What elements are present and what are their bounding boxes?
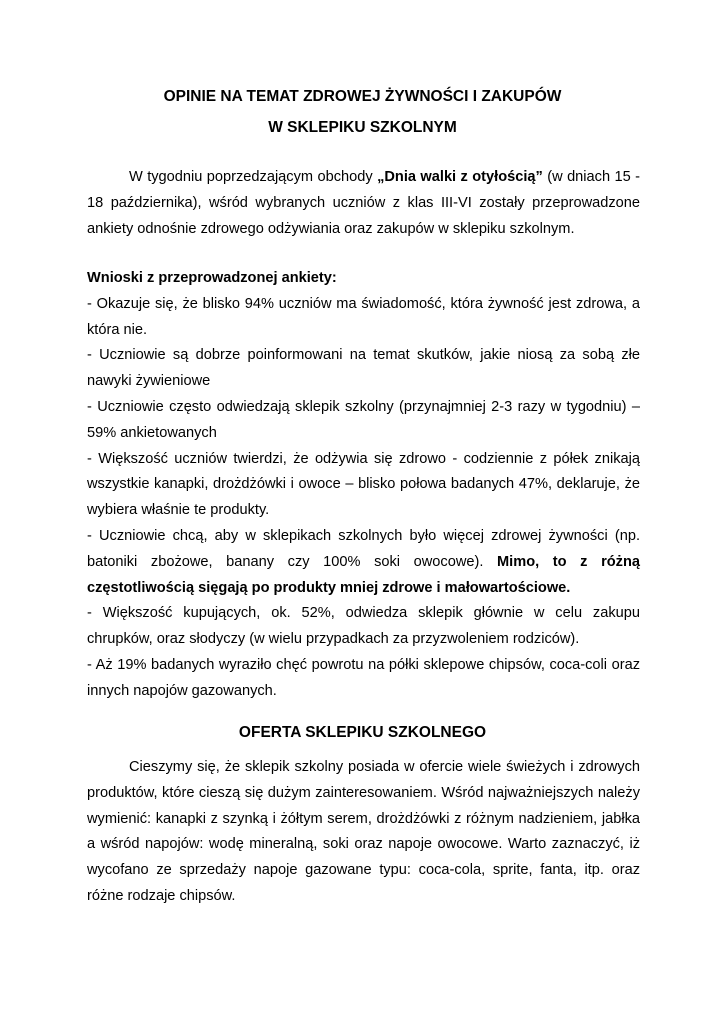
conclusion-item: - Aż 19% badanych wyraziło chęć powrotu na półki sklepowe chipsów, coca-coli oraz innych napojów gazowanych. — [87, 656, 640, 699]
conclusion-5-text: - Uczniowie chcą, aby w sklepikach szkolnych było więcej zdrowej żywności (np. batoniki zbożowe, banany czy 100% soki owocowe). — [87, 527, 640, 570]
intro-text-end: (w dniach 15 - 18 października), wśród wybranych uczniów z klas III-VI zostały przeprowadzone ankiety odnośnie zdrowego odżywiania oraz zakupów w sklepiku szkolnym. — [87, 169, 641, 237]
conclusions-section — [87, 266, 640, 705]
conclusions-heading: Wnioski z przeprowadzonej ankiety: — [87, 270, 337, 286]
conclusion-item: - Uczniowie są dobrze poinformowani na temat skutków, jakie niosą za sobą złe nawyki żywieniowe — [87, 347, 640, 390]
conclusion-item — [87, 524, 640, 601]
section-title-offer: OFERTA SKLEPIKU SZKOLNEGO — [238, 724, 487, 741]
conclusion-item: - Większość kupujących, ok. 52%, odwiedza sklepik głównie w celu zakupu chrupków, oraz słodyczy (w wielu przypadkach za przyzwoleniem rodziców). — [87, 605, 640, 648]
conclusion-5-emphasis: Mimo, to z różną częstotliwością sięgają po produkty mniej zdrowe i małowartościowe. — [87, 553, 640, 596]
intro-paragraph — [87, 165, 640, 242]
page-title-line-1: OPINIE NA TEMAT ZDROWEJ ŻYWNOŚCI I ZAKUPÓW — [163, 88, 562, 105]
intro-text-start: W tygodniu poprzedzającym obchody — [129, 169, 378, 185]
page-title-line-2: W SKLEPIKU SZKOLNYM — [268, 119, 457, 136]
conclusion-item: - Uczniowie często odwiedzają sklepik szkolny (przynajmniej 2-3 razy w tygodniu) – 59% ankietowanych — [87, 398, 640, 441]
conclusion-item: - Większość uczniów twierdzi, że odżywia się zdrowo - codziennie z półek znikają wszystkie kanapki, drożdżówki i owoce – blisko połowa badanych 47%, deklaruje, że wybiera właśnie te produkty. — [87, 450, 640, 519]
offer-paragraph: Cieszymy się, że sklepik szkolny posiada w ofercie wiele świeżych i zdrowych produktów, które cieszą się dużym zainteresowaniem. Wśród najważniejszych należy wymienić: kanapki z szynką i żółtym serem, drożdżówki z różnym nadzieniem, jabłka a wśród napojów: wodę mineralną, soki oraz napoje owocowe. Warto zaznaczyć, iż wycofano ze sprzedaży napoje gazowane typu: coca-cola, sprite, fanta, itp. oraz różne rodzaje chipsów. — [87, 759, 640, 904]
event-name: „Dnia walki z otyłością” — [377, 169, 543, 185]
conclusion-item: - Okazuje się, że blisko 94% uczniów ma świadomość, która żywność jest zdrowa, a która nie. — [87, 295, 640, 338]
